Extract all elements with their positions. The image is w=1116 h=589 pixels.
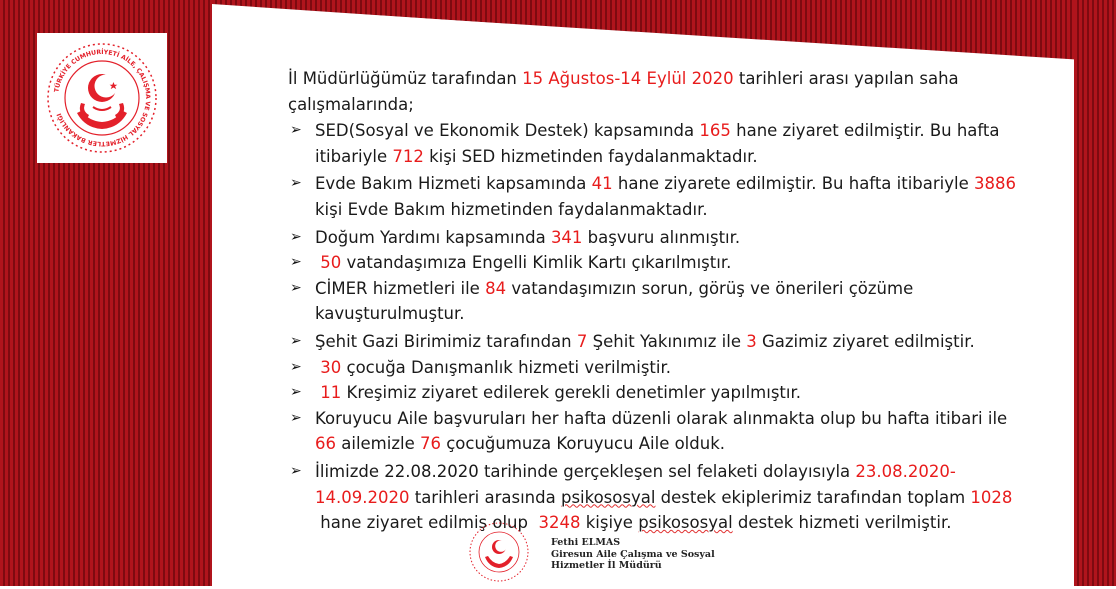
bullet-text: çocuğa Danışmanlık hizmeti verilmiştir.	[341, 357, 672, 377]
intro-text-end: tarihleri arası yapılan saha çalışmalarında;	[288, 69, 959, 114]
bullet-text: destek ekiplerimiz tarafından toplam	[655, 487, 971, 507]
arrow-bullet-icon: ➢	[290, 358, 302, 375]
highlighted-value: 165	[699, 121, 731, 141]
svg-text:TÜRKİYE CUMHURİYETİ AİLE, ÇALI: TÜRKİYE CUMHURİYETİ AİLE, ÇALIŞMA VE SOSYAL HİZMETLER BAKANLIĞI	[53, 48, 152, 148]
bullet-text: vatandaşımızın sorun, görüş ve önerileri çözüme kavuşturulmuştur.	[315, 278, 914, 324]
highlighted-value: 3886	[973, 174, 1016, 194]
highlighted-value: 30	[320, 357, 342, 377]
bullet-text: psikososyal	[560, 487, 656, 507]
arrow-bullet-icon: ➢	[290, 332, 302, 349]
arrow-bullet-icon: ➢	[290, 122, 302, 139]
highlighted-value: 41	[591, 174, 613, 194]
bullet-text: destek hizmeti verilmiştir.	[732, 513, 952, 533]
bullet-text: Gazimiz ziyaret edilmiştir.	[756, 331, 975, 351]
bullet-text: SED(Sosyal ve Ekonomik Destek) kapsamında	[315, 121, 700, 141]
highlighted-value: 7	[576, 331, 588, 351]
signature-name: Fethi ELMAS	[551, 537, 621, 548]
bullet-cimer	[288, 276, 1028, 327]
bullet-kres	[288, 380, 1028, 406]
highlighted-value: 50	[320, 253, 342, 273]
bullet-text: Doğum Yardımı kapsamında	[315, 227, 551, 247]
arrow-bullet-icon: ➢	[290, 409, 302, 426]
signature-title-line2: Hizmetler İl Müdürü	[551, 560, 662, 571]
highlighted-value: 11	[320, 383, 342, 403]
highlighted-value: 1028	[970, 487, 1013, 507]
bullet-dogum	[288, 225, 1028, 251]
bullet-engelli	[288, 250, 1028, 276]
bullet-text: Kreşimiz ziyaret edilerek gerekli denetimler yapılmıştır.	[341, 383, 801, 403]
bullet-text: hane ziyaret edilmiştir. Bu hafta itibariyle	[315, 121, 1000, 166]
bullet-text: Koruyucu Aile başvuruları her hafta düzenli olarak alınmakta olup bu hafta itibari ile	[315, 408, 1008, 428]
bullet-text: psikososyal	[638, 513, 733, 533]
ministry-logo	[37, 33, 167, 163]
highlighted-value: 76	[419, 434, 441, 454]
bullet-koruyucu-aile	[288, 406, 1028, 457]
slide-content	[288, 66, 1028, 536]
bullet-text: İlimizde 22.08.2020 tarihinde gerçekleşen sel felaketi dolayısıyla	[315, 461, 856, 481]
bullet-text: çocuğumuza Koruyucu Aile olduk.	[440, 434, 725, 454]
signature-title-line1: Giresun Aile Çalışma ve Sosyal	[551, 548, 715, 560]
bullet-text: hane ziyaret edilmiş olup	[315, 513, 539, 533]
arrow-bullet-icon: ➢	[290, 462, 302, 479]
arrow-bullet-icon: ➢	[290, 384, 302, 401]
intro-text: İl Müdürlüğümüz tarafından	[288, 69, 523, 88]
bullet-text: vatandaşımıza Engelli Kimlik Kartı çıkarılmıştır.	[341, 253, 732, 273]
arrow-bullet-icon: ➢	[290, 279, 302, 296]
ministry-logo-icon	[37, 33, 167, 163]
bullet-text: başvuru alınmıştır.	[582, 227, 741, 247]
bullet-text: CİMER hizmetleri ile	[315, 278, 486, 298]
bullet-sehit-gazi	[288, 329, 1028, 355]
bullet-text: Şehit Gazi Birimimiz tarafından	[315, 331, 577, 351]
intro-date-range: 15 Ağustos-14 Eylül 2020	[522, 69, 734, 88]
bullet-cocuk	[288, 355, 1028, 381]
highlighted-value: 3248	[538, 513, 581, 533]
bullet-text: Evde Bakım Hizmeti kapsamında	[315, 174, 592, 194]
signature-text	[551, 537, 715, 572]
highlighted-value: 712	[392, 146, 424, 166]
highlighted-value: 23.08.2020-14.09.2020	[315, 461, 956, 507]
bullet-text: ailemizle	[336, 434, 420, 454]
bullet-text: kişi SED hizmetinden faydalanmaktadır.	[423, 146, 758, 166]
bullet-text: kişi Evde Bakım hizmetinden faydalanmaktadır.	[315, 199, 708, 219]
arrow-bullet-icon: ➢	[290, 254, 302, 271]
bullet-text: tarihleri arasında	[409, 487, 561, 507]
arrow-bullet-icon: ➢	[290, 175, 302, 192]
highlighted-value: 341	[550, 227, 583, 247]
bullet-sed	[288, 118, 1028, 169]
bullet-evde-bakim	[288, 171, 1028, 222]
bullet-text: hane ziyarete edilmiştir. Bu hafta itibariyle	[612, 174, 974, 194]
highlighted-value: 66	[315, 434, 336, 454]
bullet-text: kişiye	[580, 513, 639, 533]
highlighted-value: 3	[746, 331, 757, 351]
arrow-bullet-icon: ➢	[290, 228, 302, 245]
signature-logo-icon	[459, 519, 539, 585]
bullet-text: Şehit Yakınımız ile	[587, 331, 747, 351]
right-decorative-strip	[1074, 0, 1116, 586]
highlighted-value: 84	[485, 278, 507, 298]
intro-paragraph	[288, 66, 1028, 117]
